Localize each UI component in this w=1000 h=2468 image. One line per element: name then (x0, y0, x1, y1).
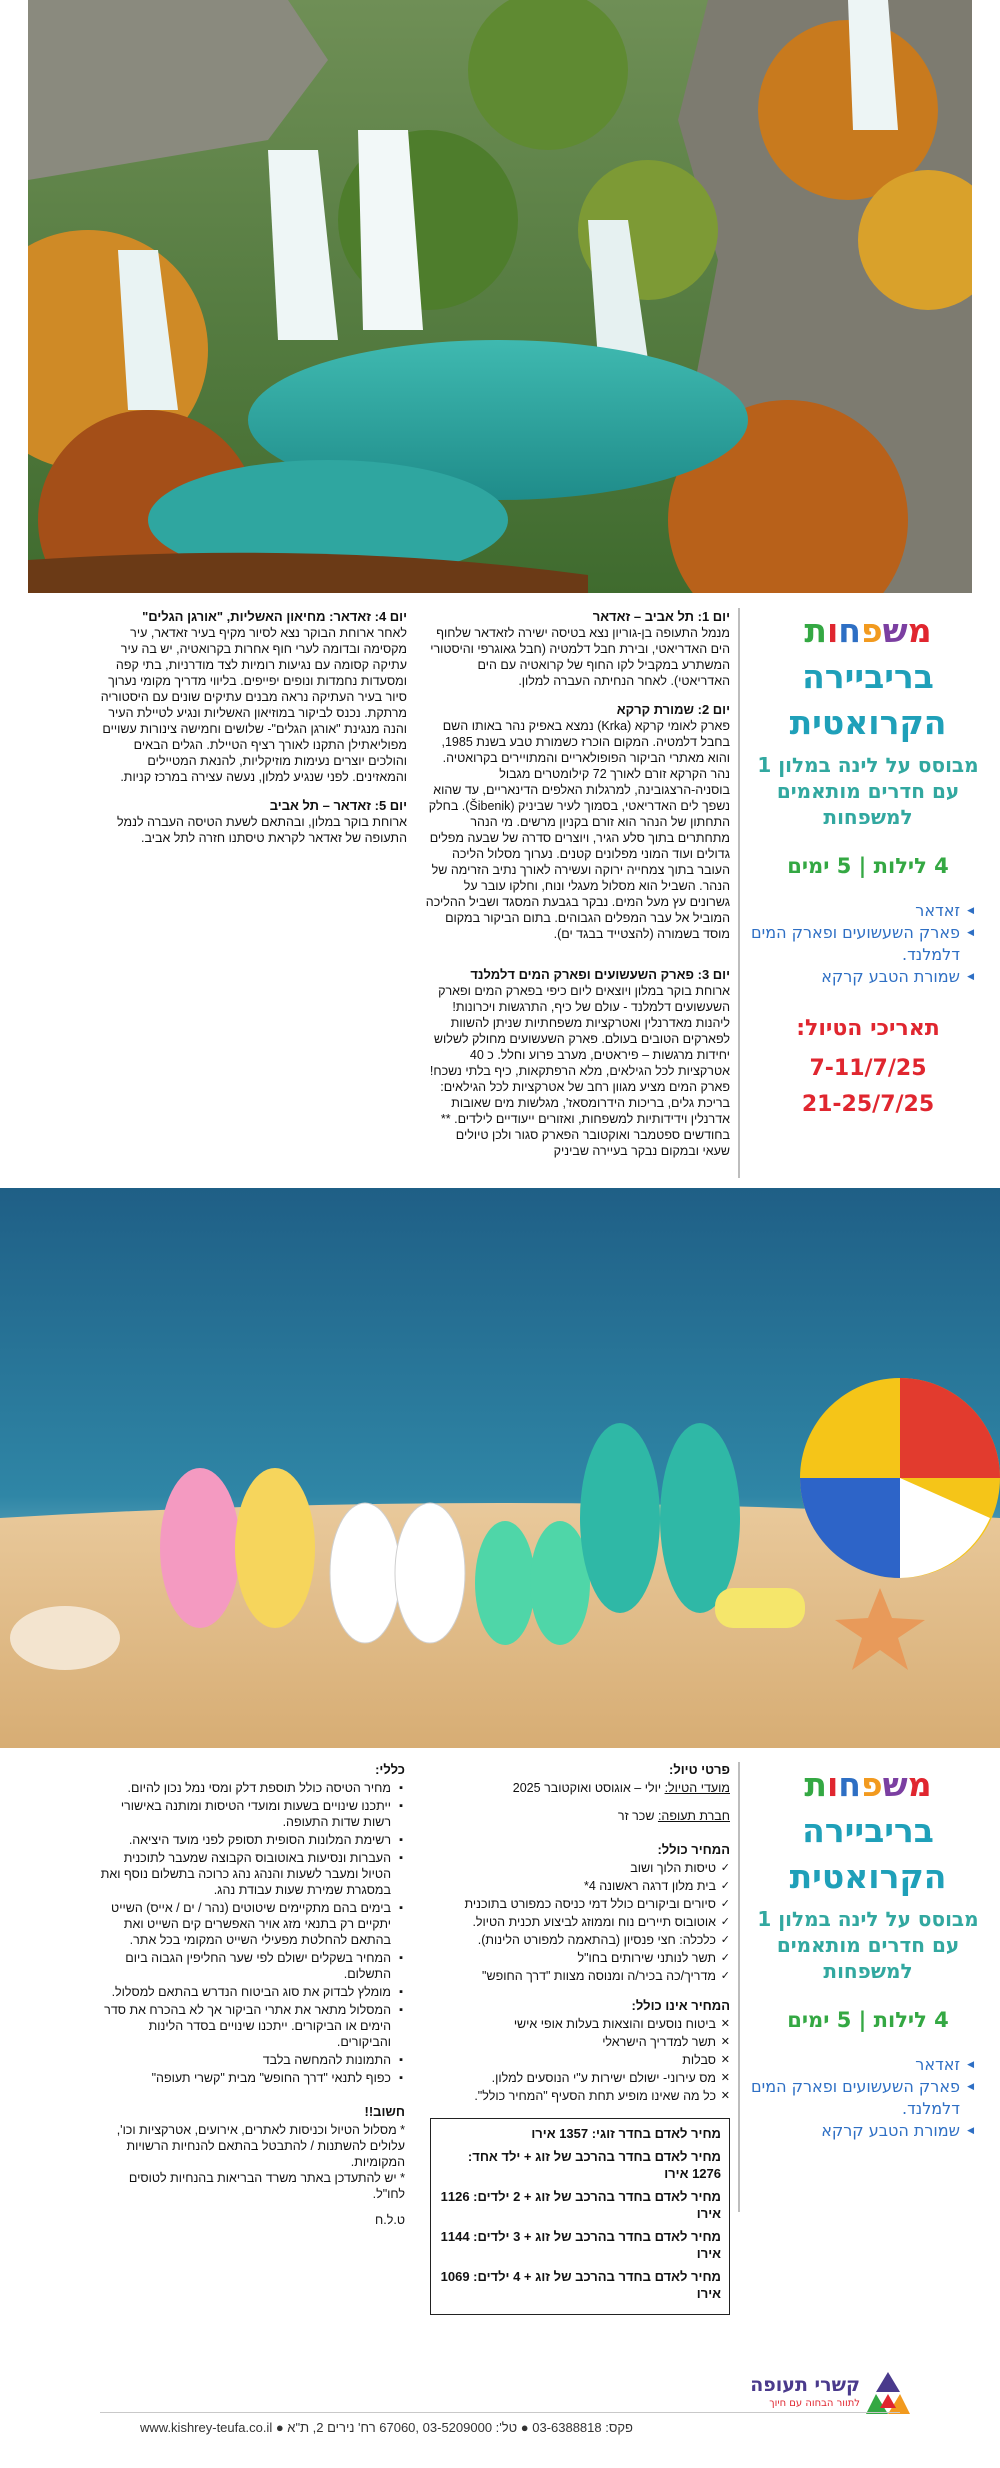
trip-dates (748, 1051, 988, 1123)
beach-photo (0, 1188, 1000, 1748)
airline-value: שכר זר (617, 1809, 655, 1823)
includes-item: ✓ אוטובוס תיירים נוח וממוזג לביצוע תכנית הטיול. (420, 1914, 730, 1930)
title-letter: ו (826, 611, 839, 650)
footer-divider (100, 2412, 900, 2413)
footer-contact: www.kishrey-teufa.co.il ● פקס: 03-6388818 ● טל': 03-5209000 ,67060 רח' נירים 2, ת"א (140, 2420, 633, 2435)
price-line: מחיר לאדם בחדר בהרכב של זוג + 2 ילדים: 1126 אירו (440, 2189, 721, 2221)
title-letter: ח (838, 611, 861, 650)
price-line: מחיר לאדם בחדר זוגי: 1357 אירו (531, 2126, 721, 2141)
title-letter: פ (860, 611, 883, 650)
general-item: ▪ מחיר הטיסה כולל תוספת דלק ומסי נמל נכון להיום. (95, 1780, 405, 1796)
highlight-item: ◀ פארק השעשועים ופארק המים דלמלנד. (748, 2076, 974, 2120)
price-line: מחיר לאדם בחדר בהרכב של זוג + 4 ילדים: 1069 אירו (440, 2269, 721, 2301)
title-word-riviera: בריביירה (802, 1811, 934, 1850)
trip-duration: 4 לילות | 5 ימים (787, 2008, 949, 2032)
includes-title: המחיר כולל: (657, 1842, 730, 1857)
general-item: ▪ המסלול מתאר את אתרי הביקור אך לא בהכרח את סדר הימים או הביקורים. ייתכנו שינויים בסדר הלינות והביקורים. (95, 2002, 405, 2050)
title-word-families (748, 1762, 988, 1808)
highlight-item: ◀ פארק השעשועים ופארק המים דלמלנד. (748, 922, 974, 966)
trip-dates-title: תאריכי הטיול: (796, 1016, 940, 1041)
day-5 (95, 797, 407, 846)
title-letter: ח (838, 1765, 861, 1804)
trip-dates-line (420, 1780, 730, 1796)
itinerary-column-left (95, 608, 407, 858)
price-box (430, 2118, 730, 2315)
important-title: חשוב!! (364, 2104, 405, 2119)
day-title: יום 2: שמורת קרקא (616, 702, 730, 717)
title-word-croatian: הקרואטית (789, 1857, 947, 1896)
logo-name: קשרי תעופה (750, 2374, 860, 2396)
brand-subtitle: מבוסס על לינה במלון 1 עם חדרים מותאמים למשפחות (757, 1907, 979, 1983)
excludes-item: ✕ ביטוח נוסעים והוצאות בעלות אופי אישי (420, 2016, 730, 2032)
includes-item: ✓ תשר לנותני שירותים בחו"ל (420, 1950, 730, 1966)
price-line: מחיר לאדם בחדר בהרכב של זוג + ילד אחד: 1276 אירו (467, 2149, 721, 2181)
waterfall-photo (28, 0, 972, 593)
highlight-item: ◀ זאדאר (748, 900, 974, 922)
title-word-croatian: הקרואטית (789, 703, 947, 742)
trip-details-column (420, 1762, 730, 2315)
day-text: לאחר ארוחת הבוקר נצא לסיור מקיף בעיר זאדאר, עיר מקסימה ובדומה לערי חוף אחרות בקרואטיה, יש בה עיר עתיקה קסומה עם נגיעות רומיות לצד מודרניות, בתי קפה ומסעדות נחמדות ונופים יפייפים. בליווי מדריך מקומי נערוך סיור בעיר העתיקה נראה מבנים עתיקים שונים עם היסטוריה מרתקת. נכנס לביקור במוזיאון האשליות ונגיע לטיילת העיר והנה מנגינת "אורגן הגלים"- שלושים וחמישה צינורות עשויים מפוליאתילן התקנו לאורך רציף הטיילת. הגלים הבאים והולכים יוצרים נעימות מוזיקליות, להנאת המטיילים והמאזינים. לפני שנגיע למלון, נעשה עצירה במרכז קניות. (100, 626, 407, 784)
excludes-item: ✕ תשר למדריך הישראלי (420, 2034, 730, 2050)
includes-list (420, 1860, 730, 1984)
includes-item: ✓ טיסות הלוך ושוב (420, 1860, 730, 1876)
trip-date: 7-11/7/25 (809, 1056, 927, 1081)
general-item: ▪ המחיר בשקלים ישולם לפי שער החליפין הגבוה ביום התשלום. (95, 1950, 405, 1982)
day-4 (95, 608, 407, 785)
day-text: מנמל התעופה בן-גוריון נצא בטיסה ישירה לזאדאר שלחוף הים האדריאטי, ובירת חבל דלמטיה (חבל גאוגרפי והיסטורי המשתרע במקביל לקו החוף של קרואטיה עם הים האדריאטי). לאחר הנחיתה העברה למלון. (430, 626, 730, 688)
general-item: ▪ בימים בהם מתקיימים שיטוטים (נהר / ים / אייס) השייט יתקיים רק בתנאי מזג אויר האפשרים קים השייט ואת בהתאם להחלטת מפעילי השייט המקומי בכל אתר. (95, 1900, 405, 1948)
general-item: ▪ כפוף לתנאי "דרך החופש" מבית "קשרי תעופה" (95, 2070, 405, 2086)
general-column (95, 1762, 405, 2228)
title-letter: ת (804, 611, 827, 650)
brand-title (748, 1762, 988, 1900)
title-word-families (748, 608, 988, 654)
important-item: * מסלול הטיול וכניסות לאתרים, אירועים, אטרקציות וכו', עלולים להשתנות / להתבטל בהתאם להנחיות הרשויות המקומיות. (116, 2123, 405, 2169)
vertical-divider (738, 608, 740, 1178)
title-word-families-text (804, 1762, 931, 1808)
title-letter: ו (826, 1765, 839, 1804)
title-word-families-text (804, 608, 931, 654)
excludes-item: ✕ כל מה שאינו מופיע תחת הסעיף "המחיר כולל". (420, 2088, 730, 2104)
vertical-divider (738, 1762, 740, 2212)
trip-duration: 4 לילות | 5 ימים (787, 854, 949, 878)
sign-off: ט.ל.ח (375, 2213, 405, 2227)
price-line: מחיר לאדם בחדר בהרכב של זוג + 3 ילדים: 1144 אירו (440, 2229, 721, 2261)
logo-tagline: לתוור הבחוה עם חיוך (769, 2398, 860, 2409)
logo-triangles-icon (866, 2370, 910, 2414)
dates-label: מועדי הטיול: (664, 1781, 730, 1795)
highlight-item: ◀ זאדאר (748, 2054, 974, 2076)
title-letter: ת (804, 1765, 827, 1804)
highlight-item: ◀ שמורת הטבע קרקא (748, 966, 974, 988)
title-letter: מ (907, 1765, 932, 1804)
highlights-list (748, 900, 988, 988)
day-text: ארוחת בוקר במלון ויוצאים ליום כיפי בפארק המים ופארק השעשועים דלמלנד - עולם של כיף, התרגשות ויכרונות! ליהנות מאדרנלין ואטרקציות משפחתיות שניתן להשוות לפארקים הטובים בעולם. פארק השעשועים מחולק לשלוש יחידות מרגשות – פיראטים, מערב פרוע וחלל. כ 40 אטרקציות לכל הגילאים, מלא הרפתקאות, כיף בלתי נשכח! פארק המים מציע מגוון רחב של אטרקציות לכל הגילאים: בריכת גלים, בריכות הידרומסאז', מגלשות מים שאובות אדרנלין וידידותיות למשפחות, ואזורים ייעודיים לילדים. ** בחודשים ספטמבר ואוקטובר הפארק סגור ולכן טיולים שעאי ובמקום נבקר בעיירה שביניק (429, 984, 730, 1158)
brand-panel-2 (748, 1762, 988, 2212)
important-item: * יש להתעדכן באתר משרד הבריאות בהנחיות לטוסים לחו"ל. (128, 2171, 405, 2201)
trip-details-title: פרטי טיול: (669, 1762, 730, 1777)
highlights-list (748, 2054, 988, 2142)
title-letter: ש (882, 1765, 908, 1804)
trip-date: 21-25/7/25 (801, 1092, 935, 1117)
includes-item: ✓ כלכלה: חצי פנסיון (בהתאמה למפורט הלינות). (420, 1932, 730, 1948)
brand-title (748, 608, 988, 746)
includes-item: ✓ בית מלון דרגה ראשונה 4* (420, 1878, 730, 1894)
itinerary-column-right (425, 608, 730, 1171)
general-item: ▪ התמונות להמחשה בלבד (95, 2052, 405, 2068)
general-title: כללי: (375, 1762, 405, 1777)
dates-value: יולי – אוגוסט ואוקטובר 2025 (512, 1781, 662, 1795)
brand-panel (748, 608, 988, 1178)
excludes-item: ✕ מס עירוני- ישולם ישירות ע"י הנוסעים למלון. (420, 2070, 730, 2086)
general-item: ▪ רשימת המלונות הסופית תסופק לפני מועד היציאה. (95, 1832, 405, 1848)
day-1 (425, 608, 730, 689)
airline-line (420, 1808, 730, 1824)
title-letter: פ (860, 1765, 883, 1804)
general-item: ▪ ייתכנו שינויים בשעות ומועדי הטיסות ומותנה באישורי רשות שדות התעופה. (95, 1798, 405, 1830)
includes-item: ✓ סיורים וביקורים כולל דמי כניסה כמפורט בתוכנית (420, 1896, 730, 1912)
title-letter: ש (882, 611, 908, 650)
brand-subtitle: מבוסס על לינה במלון 1 עם חדרים מותאמים למשפחות (757, 753, 979, 829)
general-item: ▪ העברות ונסיעות באוטובוס הקבוצה שמעבר לתוכנית הטיול ומעבר לשעות והנהג נהג כרוכה בתשלום נוסף ואת במסגרת שמירת שעות עבודת נהג. (95, 1850, 405, 1898)
excludes-title: המחיר אינו כולל: (631, 1998, 730, 2013)
day-text: פארק לאומי קרקא (Krka) נמצא באפיק נהר באותו השם בחבל דלמטיה. המקום הוכרז כשמורת טבע בשנת 1985, והוא מאתרי הביקור הפופולאריים והמתויירים בקרואטיה. נהר הקרקא זורם לאורך 72 קילומטרים מגבול בוסניה-הרצגובינה, למרגלות האלפים הדינאריים, עד שהוא נשפך לים האדריאטי, בסמוך לעיר שביניק (Šibenik). בחלק התחתון של הנהר הוא זורם בקניון מרשים. מי הנהר מתחתרים בתוך סלע הגיר, ויוצרים סדרה של שבעה מפלים גדולים ועוד המוני מפלונים קטנים. נערוך מסלול הליכה העובר בתוך צמחייה ירוקה ועשירה לאורך נתיב הזרימה של הנהר. השביל הוא מסלול מעגלי ונוח, וחלקו עובר על גשרונים עץ מעל המים. נבקר בגבעת המסגד ושביל ההליכה המוביל אל עבר המפלים הגבוהים. בתום הביקור במקום מוסד בשמורה (להצטייד בבגד ים). (425, 719, 730, 941)
day-2 (425, 701, 730, 942)
title-letter: מ (907, 611, 932, 650)
day-text: ארוחת בוקר במלון, ובהתאם לשעת הטיסה העברה לנמל התעופה של זאדאר לקראת טיסתנו חזרה לתל אביב. (117, 815, 407, 845)
airline-label: חברת תעופה: (657, 1809, 730, 1823)
excludes-item: ✕ סבלות (420, 2052, 730, 2068)
highlight-item: ◀ שמורת הטבע קרקא (748, 2120, 974, 2142)
day-title: יום 3: פארק השעשועים ופארק המים דלמלנד (470, 967, 730, 982)
day-title: יום 1: תל אביב – זאדאר (592, 609, 730, 624)
day-3 (425, 966, 730, 1159)
general-item: ▪ מומלץ לבדוק את סוג הביטוח הנדרש בהתאם למסלול. (95, 1984, 405, 2000)
excludes-list (420, 2016, 730, 2104)
includes-item: ✓ מדריך/כה בכיר/ה ומנוסה מצוות "דרך החופש" (420, 1968, 730, 1984)
day-title: יום 5: זאדאר – תל אביב (269, 798, 407, 813)
day-title: יום 4: זאדאר: מחיאון האשליות, "אורגן הגלים" (142, 609, 407, 624)
general-list (95, 1780, 405, 2086)
title-word-riviera: בריביירה (802, 657, 934, 696)
